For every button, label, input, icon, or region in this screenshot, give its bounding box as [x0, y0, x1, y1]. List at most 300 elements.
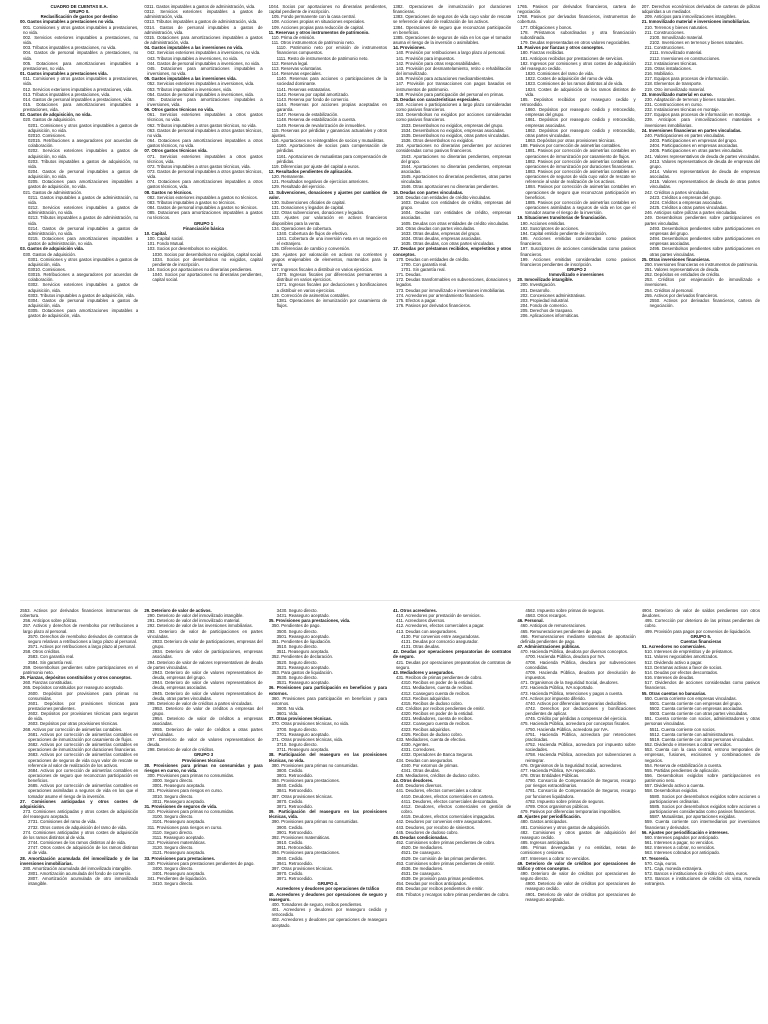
account-entry: 2570. Derechos de reembolso derivados de contratos de seguro relativos a retribuciones a largo plazo al personal.: [28, 633, 139, 644]
account-entry: 4310. Recibos en poder de la entidad.: [400, 680, 474, 686]
account-heading: 14. Provisiones.: [392, 45, 426, 51]
account-entry: 4312. Coaseguro cuenta de recibos.: [400, 690, 471, 696]
account-entry: 2415. Valores representativos de deuda de otras partes vinculadas.: [649, 179, 760, 190]
account-entry: 116. Aportaciones no reintegrables de socios y mutualistas.: [271, 138, 385, 144]
account-entry: 1824. Costes de adquisición de los ramos distintos de vida.: [525, 86, 636, 97]
account-entry: 3801. Retrocedido.: [276, 773, 313, 778]
account-entry: 142. Provisión para otras responsabilidades.: [395, 60, 481, 66]
account-entry: 207. Derechos económicos derivados de carteras de pólizas adquiridas a un mediador.: [641, 4, 760, 15]
account-entry: 473. Hacienda Pública, retenciones y pagos a cuenta.: [520, 690, 624, 696]
account-entry: 011. Comisiones y otros gastos imputables a prestaciones, vida.: [23, 76, 139, 87]
account-entry: 421. Deudas por operaciones preparatorias de contratos de seguro.: [395, 659, 512, 670]
account-entry: 2424. Créditos a empresas asociadas.: [649, 199, 723, 205]
account-entry: 082. Servicios exteriores imputables a gastos no técnicos.: [147, 194, 258, 200]
account-entry: 3941. Retrocedido.: [276, 860, 313, 866]
account-entry: 237. Equipos para procesos de información en montaje.: [644, 112, 752, 118]
account-entry: 1147. Reserva de estabilización.: [276, 112, 339, 118]
account-entry: 4331. Corredores.: [400, 747, 436, 753]
account-entry: 3001. Reaseguro aceptado.: [152, 783, 206, 789]
account-entry: 136. Ajustes por valoración en activos no corrientes y grupos enajenables de elementos, mantenidos para la venta.: [271, 251, 387, 267]
account-entry: 310. Provisiones para primas no consumidas.: [147, 809, 235, 815]
account-heading: 31. Provisiones de seguros de vida.: [144, 803, 218, 809]
account-entry: 472. Hacienda Pública, IVA soportado.: [520, 685, 594, 691]
group-heading: GRUPO 4.: [317, 881, 339, 887]
account-entry: 004. Gastos de personal imputables a prestaciones, no vida.: [23, 50, 139, 61]
account-entry: 109. Acciones propias para reducción de capital.: [271, 24, 365, 30]
bottom-column: [393, 608, 511, 1022]
account-entry: 240. Participaciones en partes vinculadas.: [644, 132, 726, 138]
top-column: [144, 4, 262, 596]
account-entry: 4752. Hacienda Pública, acreedora por impuesto sobre sociedades.: [525, 742, 636, 753]
account-heading: 10. Capital.: [144, 230, 168, 236]
account-entry: 563. Intereses cobrados por anticipado.: [644, 850, 721, 856]
account-entry: 054. Gastos de personal imputables a inversiones, vida.: [147, 91, 255, 97]
account-entry: 045. Dotaciones para amortizaciones imputables a inversiones, no vida.: [147, 65, 263, 77]
account-entry: 295. Deterioro de valor de créditos a partes vinculadas.: [147, 700, 253, 706]
account-entry: 4742. Derechos por deducciones y bonificaciones pendientes de aplicar.: [525, 705, 636, 717]
account-entry: 5503. Cuenta corriente con otras partes vinculadas.: [649, 711, 749, 717]
account-entry: 456. Tributos y recargos sobre primas pendientes de cobro.: [395, 891, 510, 897]
account-entry: 4781. Consorcio de Compensación de Seguros, recargo por funciones liquidadora.: [525, 788, 636, 799]
account-entry: 160. Deudas con entidades de crédito vinculadas.: [395, 194, 492, 200]
account-entry: 4131. Deudas por consorcio asegurador.: [400, 638, 479, 644]
account-entry: 1823. Comisiones de los ramos distintos al de vida.: [525, 81, 624, 87]
account-entry: 1040. Socios por aportaciones no dinerarias pendientes, capital social.: [152, 272, 263, 283]
account-heading: 08. Gastos no técnicos.: [144, 189, 193, 195]
account-heading: 29. Deterioro de valor de activos.: [144, 608, 212, 613]
account-entry: 231. Construcciones en curso.: [644, 101, 703, 107]
account-entry: 3940. Cedido.: [276, 855, 304, 861]
account-entry: 3110. Seguro directo.: [152, 829, 194, 835]
account-entry: 260. Fianzas constituidas.: [23, 680, 73, 686]
account-heading: 18. Pasivos por fianzas y otros conceptos.: [517, 45, 604, 51]
account-entry: 0204. Gastos de personal imputables a gastos de adquisición, no vida.: [28, 169, 139, 180]
account-entry: 173. Deudas por inmovilizado e inversiones inmobiliarias.: [395, 287, 506, 293]
account-entry: 0305. Dotaciones para amortizaciones imputables a gastos de adquisición, vida.: [28, 308, 139, 319]
account-entry: 242. Créditos a partes vinculadas.: [644, 189, 710, 195]
account-entry: 085. Dotaciones para amortizaciones imputables a gastos no técnicos.: [147, 210, 263, 221]
account-entry: 268. Activos por corrección de asimetrías contables.: [23, 726, 123, 732]
account-entry: 174. Acreedores por arrendamiento financiero.: [395, 292, 485, 298]
account-entry: 551. Cuenta corriente con socios, administradores y otras personas vinculadas.: [644, 716, 760, 727]
account-entry: 4758. Hacienda Pública, acreedora por subvenciones a reintegrar.: [525, 752, 636, 763]
account-entry: 5511. Cuenta corriente con socios.: [649, 726, 716, 732]
account-heading: 07. Otros gastos técnicos vida.: [144, 148, 208, 154]
account-entry: 044. Gastos de personal imputables a inversiones, no vida.: [147, 60, 261, 66]
account-entry: 1882. Pasivos por corrección de asimetrías contables en operaciones de inmunización por duraciones financieras.: [525, 158, 636, 169]
account-entry: 2495. Desembolsos pendientes sobre participaciones en otras partes vinculadas.: [649, 246, 760, 257]
account-entry: 239. Anticipos para inmovilizaciones materiales e inversiones inmobiliarias.: [644, 117, 760, 128]
account-entry: 3531. Reaseguro aceptado.: [276, 680, 330, 686]
top-column: [517, 4, 635, 596]
account-heading: 39. Participación del reaseguro en las provisiones técnicas, vida.: [268, 809, 387, 820]
account-entry: 0214. Gastos de personal imputables a gastos de administración, no vida.: [28, 225, 139, 236]
account-entry: 3711. Reaseguro aceptado.: [276, 747, 330, 753]
account-heading: 04. Gastos imputables a las inversiones no vida.: [144, 45, 244, 51]
account-heading: 38. Participación del reaseguro en las provisiones técnicas, no vida.: [268, 752, 387, 763]
account-entry: 392. Provisiones matemáticas.: [271, 834, 331, 840]
account-heading: 41. Otros acreedores.: [392, 608, 437, 613]
account-entry: 217. Equipos para procesos de información.: [644, 76, 729, 82]
account-entry: 252. Depósitos en entidades de crédito.: [644, 272, 721, 278]
bottom-column: [144, 608, 262, 1022]
account-entry: 402. Acreedores y deudores por operaciones de reaseguro aceptado.: [271, 917, 387, 928]
bottom-column: [269, 608, 387, 1022]
account-entry: 516. Intereses de deudas.: [644, 675, 695, 681]
account-entry: 1884. Pasivos por corrección de asimetrías contables en operaciones de seguro que reconozcan participación en beneficios.: [525, 184, 636, 200]
account-entry: 433. Mediadores, cuenta de efectivo.: [395, 736, 467, 742]
account-entry: 5519. Cuenta corriente con otras personas vinculadas.: [649, 736, 754, 742]
account-entry: 232. Instalaciones técnicas en montaje.: [644, 107, 720, 113]
account-entry: 2685. Activos por corrección de asimetrías contables en operaciones asimiladas a seguros de vida en los que el tomador asume el riesgo de la inversión.: [28, 783, 139, 799]
account-entry: 2112. Inversiones en construcciones.: [649, 55, 721, 61]
account-entry: 3601. Vida.: [276, 711, 299, 717]
account-heading: 13. Subvenciones, donaciones y ajustes por cambios de valor.: [268, 189, 387, 200]
account-entry: 190. Acciones emitidas.: [520, 220, 566, 226]
account-entry: 4529. De comisión de las primas pendientes.: [400, 855, 487, 861]
account-heading: 55. Otras cuentas no bancarias.: [641, 690, 707, 696]
account-heading: 01. Gastos imputables a prestaciones vida.: [20, 71, 108, 77]
account-entry: 203. Propiedad industrial.: [520, 297, 570, 303]
account-entry: 2681. Activos por corrección de asimetrías contables en operaciones de inmunización por casamiento de flujos.: [28, 731, 139, 742]
account-entry: 4520. De mediadores.: [400, 845, 444, 851]
account-entry: 411. Acreedores diversos.: [395, 618, 446, 624]
account-entry: 293. Deterioro de valor de participaciones en partes vinculadas.: [147, 628, 263, 639]
account-entry: 1635. Otras deudas, con otras partes vinculadas.: [400, 241, 495, 247]
account-entry: 192. Suscriptores de acciones.: [520, 225, 580, 231]
account-entry: 042. Servicios exteriores imputables a inversiones, no vida.: [147, 50, 261, 56]
account-entry: 4321. Mediadores, cuenta de recibos.: [400, 716, 473, 722]
account-entry: 063. Gastos de personal imputables a otros gastos técnicos, no vida.: [147, 127, 263, 138]
account-entry: 254. Créditos al personal.: [644, 287, 694, 293]
account-entry: 477. Hacienda Pública, IVA repercutido.: [520, 767, 596, 773]
account-entry: 215. Otras instalaciones.: [644, 65, 692, 71]
account-entry: 3100. Seguro directo.: [152, 814, 194, 820]
account-entry: 2413. Valores representativos de deuda de empresas del grupo.: [649, 158, 760, 169]
account-entry: 148. Provisión para participación del personal en primas.: [395, 91, 505, 97]
account-entry: 4323. Recibos adquiridos.: [400, 726, 451, 732]
account-entry: 1603. Deudas con entidades de crédito, empresas del grupo.: [400, 199, 512, 211]
account-entry: 201. Desarrollo.: [520, 287, 551, 293]
account-entry: 4411. Deudores, efectos comerciales descontados.: [400, 798, 499, 804]
account-entry: 258. Otros créditos.: [23, 649, 61, 655]
account-entry: 2933. Deterioro de valor de participaciones, empresas del grupo.: [152, 638, 263, 650]
account-heading: 42. Deudas por operaciones preparatorias de contratos de seguro.: [392, 649, 512, 660]
account-entry: 3530. Seguro directo.: [276, 675, 318, 681]
account-entry: 360. Provisiones para participación en beneficios y para extornos.: [271, 695, 387, 706]
account-entry: 2603. Depósitos por otras provisiones técnicas.: [28, 721, 119, 727]
account-entry: 479. Pasivos por diferencias temporarias imponibles.: [520, 809, 622, 815]
account-entry: 485. Ingresos anticipados.: [520, 840, 571, 846]
account-entry: 2807. Amortización acumulada de otro inmovilizado intangible.: [28, 876, 139, 887]
account-entry: 512. Dividendo activo a pagar.: [644, 659, 703, 665]
account-entry: 064. Dotaciones para amortizaciones imputables a otros gastos técnicos, no vida.: [147, 138, 263, 149]
account-entry: 171. Deudas.: [395, 272, 422, 278]
account-entry: 495. Corrección por deterioro de las primas pendientes de cobro.: [644, 618, 760, 629]
account-entry: 0301. Comisiones y otros gastos imputables a gastos de adquisición, vida.: [28, 256, 139, 267]
account-heading: 56. Ajustes por periodificación e intereses.: [641, 829, 729, 835]
account-heading: 11. Reservas y otros instrumentos de patrimonio.: [268, 29, 370, 35]
account-entry: 1034. Socios por desembolsos no exigidos, capital pendiente de inscripción.: [152, 256, 263, 267]
account-entry: 1140. Reservas para acciones o participaciones de la sociedad dominante.: [276, 76, 387, 87]
account-entry: 061. Servicios exteriores imputables a otros gastos técnicos, no vida.: [147, 112, 263, 123]
account-entry: 2600. Depósitos por provisiones para primas no consumidas.: [28, 690, 139, 701]
account-entry: 4332. Operadores de Banca Seguros.: [400, 752, 474, 758]
account-entry: 3520. Seguro directo.: [276, 659, 318, 665]
account-entry: 291. Deterioro de valor del inmovilizado material.: [147, 618, 241, 624]
account-entry: 1149. Reserva de revalorización de inmuebles.: [276, 122, 366, 128]
account-entry: 1110. Patrimonio neto por emisión de instrumentos financieros compuestos.: [276, 45, 387, 56]
account-entry: 1883. Pasivos por corrección de asimetrías contables en operaciones de seguros de vida cuyo valor de rescate se referencie al valor de realización de los activos.: [525, 169, 636, 185]
account-entry: 2744. Comisiones de los ramos distintos al de vida.: [28, 840, 126, 846]
account-entry: 0202. Servicios exteriores imputables a gastos de adquisición, no vida.: [28, 148, 139, 159]
account-entry: 1370. Ingresos fiscales por diferencias permanentes a distribuir en varios ejercicios.: [276, 272, 387, 283]
account-entry: 556. Desembolsos exigidos sobre participaciones en patrimonio neto.: [644, 773, 760, 784]
account-entry: 4130. Por convenios entre aseguradoras.: [400, 633, 480, 639]
account-entry: 273. Comisiones anticipadas y otros costes de adquisición del reaseguro aceptado.: [23, 809, 139, 820]
account-entry: 280. Amortización acumulada del inmovilizado intangible.: [23, 865, 132, 871]
account-entry: 514. Deudas por efectos descontados.: [644, 669, 719, 675]
account-entry: 555. Partidas pendientes de aplicación.: [644, 767, 720, 773]
account-entry: 1881. Pasivos por corrección de asimetrías contables en operaciones de inmunización por casamiento de flujos.: [525, 148, 636, 159]
account-entry: 1144. Reservas por acciones propias aceptadas en garantía.: [276, 101, 387, 113]
account-entry: 250. Inversiones financieras en instrumentos de patrimonio.: [644, 261, 759, 267]
account-entry: 172. Deudas transformables en subvenciones, donaciones y legados.: [395, 277, 512, 288]
account-entry: 1604. Deudas con entidades de crédito, empresas asociadas.: [400, 210, 512, 221]
account-entry: 1820. Comisiones del ramo de vida.: [525, 71, 594, 77]
account-entry: 441. Deudores, efectos comerciales a cobrar.: [395, 788, 483, 794]
account-heading: 25. Otras inversiones financieras.: [641, 256, 711, 262]
account-entry: 486. Primas devengadas y no emitidas, netas de comisiones y cesiones.: [520, 845, 636, 856]
account-heading: 28. Amortización acumulada del inmovilizado y de las inversiones inmobiliarias.: [20, 855, 139, 866]
account-entry: 2732. Otros costes de adquisición del ramo de vida.: [28, 824, 127, 830]
account-entry: 5580. Socios por desembolsos exigidos sobre acciones o participaciones ordinarias.: [649, 793, 760, 804]
account-entry: 1141. Reservas estatutarias.: [276, 86, 332, 92]
account-entry: 1382. Operaciones de inmunización por duraciones financieras.: [392, 4, 512, 15]
account-entry: 1044. Socios por aportaciones no dinerarias pendientes, capital pendiente de inscripción.: [268, 4, 387, 15]
account-entry: 561. Intereses a pagar, no vencidos.: [644, 840, 714, 846]
account-entry: 412. Acreedores, efectos comerciales a pagar.: [395, 623, 485, 629]
account-heading: 48. Ajustes por periodificación.: [517, 814, 581, 820]
account-entry: 552. Dividendo e intereses a cobrar vencidos.: [644, 742, 732, 748]
account-entry: 511. Valores negociables amortizados.: [644, 654, 719, 660]
account-entry: 401. Acreedores y deudores por reaseguro cedido y retrocedido.: [271, 907, 387, 918]
account-entry: 570. Caja, euros.: [644, 860, 678, 866]
account-entry: 274. Comisiones anticipadas y otros costes de adquisición de los ramos distintos al de vida.: [23, 829, 139, 840]
account-entry: 3600. No vida.: [276, 705, 305, 711]
account-heading: 20. Inmovilizado intangible.: [517, 277, 574, 283]
account-entry: 121. Resultados negativos de ejercicios anteriores.: [271, 179, 369, 185]
account-entry: 1536. Otros desembolsos no exigidos.: [400, 138, 475, 144]
account-heading: 35. Provisiones para prestaciones, vida.: [268, 618, 351, 624]
account-heading: 51. Acreedores no comerciales.: [641, 644, 706, 650]
account-heading: 36. Provisiones para participación en beneficios y para extornos.: [268, 685, 387, 696]
account-entry: 020. Gastos de adquisición.: [23, 117, 77, 123]
account-entry: 1545. Aportaciones no dinerarias pendientes, otras partes vinculadas.: [400, 174, 512, 185]
account-entry: 4563. Otros recargos.: [525, 613, 567, 619]
account-entry: 03015. Retribuciones a aseguradores por acuerdos de colaboración.: [28, 272, 139, 283]
account-entry: 3900. Cedido.: [276, 824, 304, 830]
account-heading: 43. Mediadores y asegurados.: [392, 669, 455, 675]
account-entry: 2404. Participaciones en empresas asociadas.: [649, 143, 739, 149]
account-entry: 179. Deudas representadas en otros valores negociables.: [520, 40, 631, 46]
account-entry: 120. Remanente.: [271, 174, 305, 180]
account-entry: 255. Activos por derivados financieros.: [644, 292, 719, 298]
account-entry: 251. Valores representativos de deuda.: [644, 266, 720, 272]
account-entry: 0302. Servicios exteriores imputables a gastos de adquisición, vida.: [28, 282, 139, 293]
account-entry: 4330. Agentes.: [400, 742, 430, 748]
account-entry: 1768. Pasivos por derivados financieros, instrumentos de cobertura.: [517, 14, 636, 25]
account-entry: 114. Reservas especiales.: [271, 71, 322, 77]
account-entry: 559. Cuenta corriente con intermediarios por inversiones financieras y derivados.: [644, 819, 760, 830]
account-entry: 212. Instalaciones técnicas.: [644, 60, 698, 66]
account-entry: 5512. Cuenta corriente con administradores.: [649, 731, 735, 737]
account-entry: 4751. Hacienda Pública, acreedora por retenciones practicadas.: [525, 731, 636, 742]
account-entry: 2553. Activos por derivados financieros instrumentos de cobertura.: [20, 608, 139, 619]
account-heading: 24. Inversiones financieras en partes vinculadas.: [641, 127, 742, 133]
account-entry: 071. Servicios exteriores imputables a otros gastos técnicos, vida.: [147, 153, 263, 164]
account-entry: 2550. Activos por derivados financieros, cartera de negociación.: [649, 297, 760, 309]
account-entry: 0314. Gastos de personal imputables a gastos de administración, vida.: [144, 24, 263, 35]
account-entry: 2111. Inmovilizado material.: [649, 50, 703, 56]
account-entry: 115. Reservas por pérdidas y ganancias actuariales y otros ajustes.: [271, 127, 387, 138]
account-entry: 2682. Activos por corrección de asimetrías contables en operaciones de inmunización por duraciones financieras.: [28, 742, 139, 753]
group-heading: Cuentas financieras: [680, 638, 722, 644]
account-entry: 510. Intereses de empréstitos y de préstamos.: [644, 649, 734, 655]
account-entry: 1384. Operaciones de seguro que reconozcan participación en beneficios.: [392, 24, 512, 35]
group-heading: GRUPO 2: [566, 266, 587, 272]
account-entry: 400. Tomadores de seguro, recibos pendientes.: [271, 901, 363, 907]
account-entry: 1543. Aportaciones no dinerarias pendientes, empresas del grupo.: [400, 153, 512, 164]
account-heading: 15. Deudas con características especiales.: [392, 96, 480, 102]
account-entry: 387. Otras provisiones técnicas.: [271, 793, 333, 799]
account-entry: 074. Dotaciones para amortizaciones imputables a otros gastos técnicos, vida.: [147, 179, 263, 190]
account-entry: 0313. Tributos imputables a gastos de administración, vida.: [144, 19, 258, 25]
account-entry: 2493. Desembolsos pendientes sobre participaciones en empresas del grupo.: [649, 225, 760, 236]
account-entry: 1383. Operaciones de seguros de vida cuyo valor de rescate se referencie al valor de realización de los activos.: [392, 14, 512, 25]
account-entry: 177. Obligaciones y bonos.: [520, 24, 573, 30]
account-entry: 3911. Retrocedido.: [276, 845, 313, 851]
account-entry: 1142. Reserva por capital amortizado.: [276, 91, 349, 97]
account-entry: 02015. Retribuciones a aseguradores por acuerdos de colaboración.: [28, 138, 139, 149]
account-entry: 1633. Otras deudas, empresas del grupo.: [400, 230, 481, 236]
account-entry: 2405. Participaciones en otras partes vinculadas.: [649, 148, 744, 154]
account-heading: 49. Deterioro de valor de créditos por operaciones de tráfico y otros conceptos.: [517, 860, 636, 871]
account-entry: 1341. Cobertura de una inversión neta en un negocio en el extranjero.: [276, 236, 387, 247]
account-entry: 141. Provisión para impuestos.: [395, 55, 455, 61]
account-entry: 1533. Desembolsos no exigidos, empresas del grupo.: [400, 122, 504, 128]
account-entry: 0311. Gastos imputables a gastos de administración, vida.: [144, 4, 256, 9]
account-entry: 216. Mobiliario.: [644, 71, 674, 77]
account-entry: 4531. De coaseguro.: [400, 870, 441, 876]
account-entry: 2584. Sin garantía real.: [28, 659, 73, 665]
account-entry: 3901. Retrocedido.: [276, 829, 313, 835]
account-entry: 137. Ingresos fiscales a distribuir en varios ejercicios.: [271, 266, 374, 272]
account-entry: 163. Otras deudas con partes vinculadas.: [395, 225, 476, 231]
account-entry: 170. Deudas con entidades de crédito.: [395, 256, 470, 262]
account-entry: 0315. Dotaciones para amortizaciones imputables a gastos de administración, vida.: [144, 34, 263, 46]
account-entry: 4325. Recibos de dudoso cobro.: [400, 731, 463, 737]
account-entry: 1860. Depósitos por reaseguro cedido y retrocedido, empresas del grupo.: [525, 107, 636, 118]
account-entry: 4900. Deterioro de valor de créditos por operaciones de reaseguro cedido.: [525, 881, 636, 892]
group-heading: Acreedores y deudores por operaciones de tráfico: [276, 886, 380, 892]
account-entry: 465. Remuneraciones pendientes de pago.: [520, 628, 603, 634]
account-entry: 131. Donaciones y legados de capital.: [271, 205, 345, 211]
account-entry: 1862. Depósitos por reaseguro cedido y retrocedido, otras partes vinculadas.: [525, 127, 636, 138]
account-entry: 138. Corrección de asimetrías contables.: [271, 292, 350, 298]
account-heading: 03. Gastos de adquisición vida.: [20, 246, 84, 252]
account-entry: 1861. Depósitos por reaseguro cedido y retrocedido, empresas asociadas.: [525, 117, 636, 128]
account-entry: 1605. Deudas con otras entidades de crédito vinculadas.: [400, 220, 510, 226]
account-entry: 265. Depósitos constituidos por reaseguro aceptado.: [23, 685, 124, 691]
account-entry: 001. Comisiones y otros gastos imputables a prestaciones, no vida.: [23, 24, 139, 35]
account-entry: 204. Fondo de comercio.: [520, 303, 568, 309]
account-entry: 4313. Recibos adquiridos.: [400, 695, 451, 701]
account-entry: 1340. Cobertura de flujos de efectivo.: [276, 230, 349, 236]
account-entry: 3431. Reaseguro aceptado.: [276, 613, 330, 619]
account-entry: 298. Deterioro de valor de créditos.: [147, 747, 215, 753]
account-entry: 4410. Deudores, efectos comerciales en cartera.: [400, 793, 494, 799]
account-entry: 206. Aplicaciones informáticas.: [520, 313, 580, 319]
account-entry: 2494. Desembolsos pendientes sobre participaciones en empresas asociadas.: [649, 236, 760, 247]
account-entry: 043. Tributos imputables a inversiones, no vida.: [147, 55, 239, 61]
account-entry: 012. Servicios exteriores imputables a prestaciones, vida.: [23, 86, 133, 92]
top-column: [20, 4, 138, 596]
account-entry: 1863. Depósitos por otras provisiones técnicas.: [525, 138, 616, 144]
account-entry: 2100. Inmovilizado material.: [649, 34, 704, 40]
account-entry: 3800. Cedido.: [276, 767, 304, 773]
account-entry: 431. Recibos de primas pendientes de cobro.: [395, 675, 483, 681]
account-entry: 199. Acciones emitidas consideradas como pasivos financieros pendientes de inscripción.: [520, 256, 636, 267]
account-entry: 4740. Activos por diferencias temporarias deducibles.: [525, 700, 628, 706]
account-entry: 4131. Otras deudas.: [400, 644, 440, 650]
account-entry: 470. Hacienda Pública, deudora por diversos conceptos.: [520, 649, 629, 655]
account-entry: 1030. Socios por desembolsos no exigidos, capital social.: [152, 251, 263, 257]
account-entry: 300. Provisiones para primas no consumidas.: [147, 773, 235, 778]
account-entry: 175. Efectos a pagar.: [395, 297, 437, 303]
account-entry: 3500. Seguro directo.: [276, 628, 318, 634]
account-entry: 4536. De mediadores.: [400, 865, 444, 871]
account-entry: 4539. De provisión para primas pendientes.: [400, 876, 485, 882]
account-entry: 113. Reservas voluntarias.: [271, 65, 323, 71]
account-entry: 370. Otras provisiones técnicas, no vida.: [271, 721, 350, 727]
account-entry: 2583. Con garantía real.: [28, 654, 75, 660]
account-entry: 4780. Consorcio de Compensación de Seguros, recargo por riesgos extraordinarios.: [525, 778, 636, 789]
account-entry: 145. Provisión para actuaciones medioambientales.: [395, 76, 495, 82]
account-entry: 147. Provisión por transacciones con pagos basados en instrumentos de patrimonio.: [395, 81, 512, 92]
account-entry: 4782. Impuesto sobre primas de seguros.: [525, 798, 605, 804]
account-entry: 1701. Sin garantía real.: [400, 266, 446, 272]
account-entry: 4745. Crédito por pérdidas a compensar del ejercicio.: [525, 716, 628, 722]
account-entry: 476. Organismos de la Seguridad Social, acreedores.: [520, 762, 623, 768]
account-entry: 312. Provisiones matemáticas.: [147, 840, 206, 846]
account-entry: 553. Cuenta con la casa central, entrono temporales de empresas, fusiones, escisiones y combinaciones de negocios.: [644, 747, 760, 763]
account-entry: 5587. Mutualistas, por aportaciones exigidas.: [649, 814, 736, 820]
account-entry: 112. Reserva legal.: [271, 60, 309, 66]
account-entry: 3970. Cedido.: [276, 870, 304, 876]
account-entry: 1634. Otras deudas, empresas asociadas.: [400, 236, 482, 242]
account-entry: 110. Prima de emisión.: [271, 34, 316, 40]
account-entry: 572. Bancos e instituciones de crédito c/c vista, euros.: [644, 870, 749, 876]
bottom-column: [642, 608, 760, 1022]
account-entry: 3400. Seguro directo.: [152, 865, 194, 871]
account-entry: 2953. Deterioro de valor de créditos a empresas del grupo.: [152, 705, 263, 717]
account-entry: 3401. Reaseguro aceptado.: [152, 870, 206, 876]
account-entry: 3430. Seguro directo.: [276, 608, 318, 613]
account-entry: 2955. Deterioro de valor de créditos a otras partes vinculadas.: [152, 726, 263, 737]
group-heading: GRUPO 0.: [68, 9, 90, 15]
bottom-column: [20, 608, 138, 1022]
